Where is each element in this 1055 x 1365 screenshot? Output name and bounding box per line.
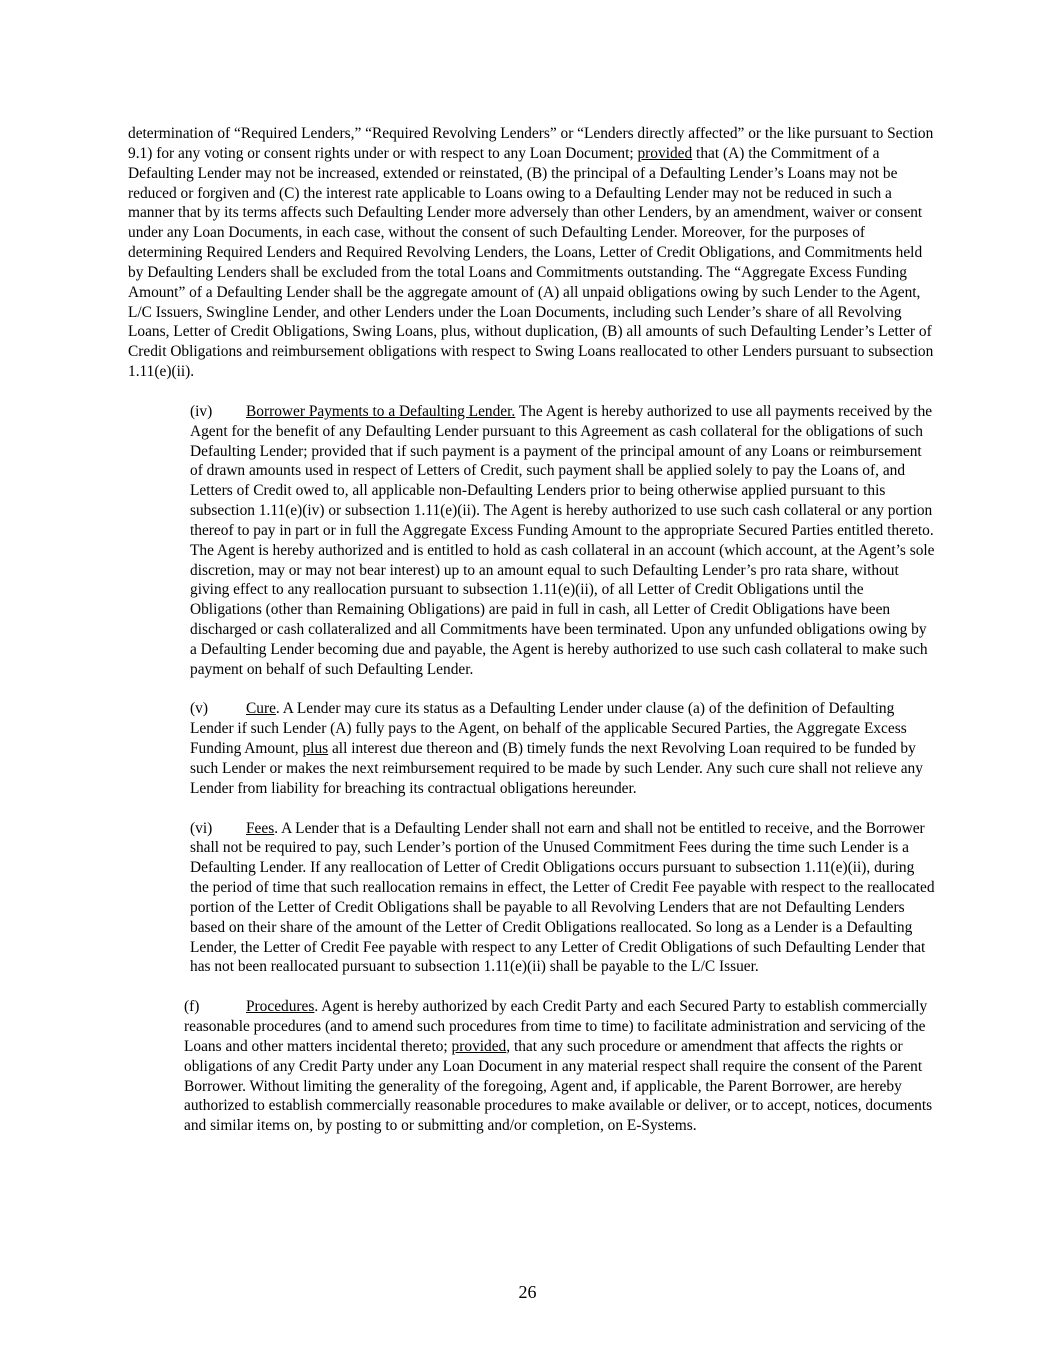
text-segment: . A Lender may cure its status as a Defaulting Lender under clause (a) of the definition of Defaulting Lender if such Lender (A) fully pays to the Agent, on behalf of the applicable Secured Parties, the Aggregate Excess Funding Amount, bbox=[190, 700, 907, 758]
paragraph-vi bbox=[128, 819, 935, 978]
paragraph-v bbox=[128, 699, 935, 798]
clause-number: (iv) bbox=[190, 402, 213, 420]
clause-number: (v) bbox=[190, 700, 208, 718]
text-segment: all interest due thereon and (B) timely funds the next Revolving Loan required to be funded by such Lender or makes the next reimbursement required to be made by such Lender. Any such cure shall not relieve any Lender from liability for breaching its contractual obligations hereunder. bbox=[190, 740, 923, 797]
text-segment: . A Lender that is a Defaulting Lender shall not earn and shall not be entitled to receive, and the Borrower shall not be required to pay, such Lender’s portion of the Unused Commitment Fees during the time such Lender is a Defaulting Lender. If any reallocation of Letter of Credit Obligations occurs pursuant to subsection 1.11(e)(ii), during the period of time that such reallocation remains in effect, the Letter of Credit Fee payable with respect to the reallocated portion of the Letter of Credit Obligations shall be payable to all Revolving Lenders that are not Defaulting Lenders based on their share of the amount of the Letter of Credit Obligations reallocated. So long as a Lender is a Defaulting Lender, the Letter of Credit Fee payable with respect to any Letter of Credit Obligations of such Defaulting Lender that has not been reallocated pursuant to subsection 1.11(e)(ii) shall be payable to the L/C Issuer. bbox=[190, 819, 935, 976]
clause-number: (vi) bbox=[190, 819, 213, 837]
document-page bbox=[128, 124, 935, 1156]
page-number: 26 bbox=[518, 1282, 537, 1302]
underlined-term: provided bbox=[637, 144, 693, 162]
text-segment: that (A) the Commitment of a Defaulting Lender may not be increased, extended or reinstated, (B) the principal of a Defaulting Lender’s Loans may not be reduced or forgiven and (C) the interest rate applicable to Loans owing to a Defaulting Lender may not be reduced in such a manner that by its terms affects such Defaulting Lender more adversely than other Lenders, by an amendment, waiver or consent under any Loan Documents, in each case, without the consent of such Defaulting Lender. Moreover, for the purposes of determining Required Lenders and Required Revolving Lenders, the Loans, Letter of Credit Obligations, and Commitments held by Defaulting Lenders shall be excluded from the total Loans and Commitments outstanding. The “Aggregate Excess Funding Amount” of a Defaulting Lender shall be the aggregate amount of (A) all unpaid obligations owing by such Lender to the Agent, L/C Issuers, Swingline Lender, and other Lenders under the Loan Documents, including such Lender’s share of all Revolving Loans, Letter of Credit Obligations, Swing Loans, plus, without duplication, (B) all amounts of such Defaulting Lender’s Letter of Credit Obligations and reimbursement obligations with respect to Swing Loans reallocated to other Lenders pursuant to subsection 1.11(e)(ii). bbox=[128, 144, 934, 381]
clause-heading: Procedures bbox=[246, 998, 315, 1016]
paragraph-iv bbox=[128, 402, 935, 680]
clause-heading: Fees bbox=[246, 819, 275, 837]
text-segment: . Agent is hereby authorized by each Credit Party and each Secured Party to establish commercially reasonable procedures (and to amend such procedures from time to time) to facilitate administration and servicing of the Loans and other matters incidental thereto; bbox=[184, 998, 928, 1055]
paragraph-f bbox=[128, 997, 935, 1136]
text-segment: The Agent is hereby authorized to use all payments received by the Agent for the benefit of any Defaulting Lender pursuant to this Agreement as cash collateral for the obligations of such Defaulting Lender; provided that if such payment is a payment of the principal amount of any Loans or reimbursement of drawn amounts used in respect of Letters of Credit, such payment shall be applied solely to pay the Loans of, and Letters of Credit owed to, all applicable non-Defaulting Lenders prior to being otherwise applied pursuant to this subsection 1.11(e)(iv) or subsection 1.11(e)(ii). The Agent is hereby authorized to use such cash collateral or any portion thereof to pay in part or in full the Aggregate Excess Funding Amount to the appropriate Secured Parties entitled thereto. The Agent is hereby authorized and is entitled to hold as cash collateral in an account (which account, at the Agent’s sole discretion, may or may not bear interest) up to an amount equal to such Defaulting Lender’s pro rata share, without giving effect to any reallocation pursuant to subsection 1.11(e)(ii), of all Letter of Credit Obligations until the Obligations (other than Remaining Obligations) are paid in full in cash, all Letter of Credit Obligations have been discharged or cash collateralized and all Commitments have been terminated. Upon any unfunded obligations owing by a Defaulting Lender becoming due and payable, the Agent is hereby authorized to use such cash collateral to make such payment on behalf of such Defaulting Lender. bbox=[190, 402, 935, 678]
text-segment: determination of “Required Lenders,” “Required Revolving Lenders” or “Lenders directly affected” or the like pursuant to Section 9.1) for any voting or consent rights under or with respect to any Loan Document; bbox=[128, 125, 934, 162]
clause-number: (f) bbox=[184, 998, 200, 1016]
underlined-term: plus bbox=[302, 740, 329, 758]
paragraph-continuation bbox=[128, 124, 935, 382]
clause-heading: Borrower Payments to a Defaulting Lender. bbox=[246, 402, 516, 420]
clause-heading: Cure bbox=[246, 700, 276, 718]
text-segment: , that any such procedure or amendment that affects the rights or obligations of any Credit Party under any Loan Document in any material respect shall require the consent of the Parent Borrower. Without limiting the generality of the foregoing, Agent and, if applicable, the Parent Borrower, are hereby authorized to establish commercially reasonable procedures to make available or deliver, or to accept, notices, documents and similar items on, by posting to or submitting and/or completion, on E-Systems. bbox=[184, 1037, 933, 1135]
underlined-term: provided bbox=[451, 1037, 507, 1055]
